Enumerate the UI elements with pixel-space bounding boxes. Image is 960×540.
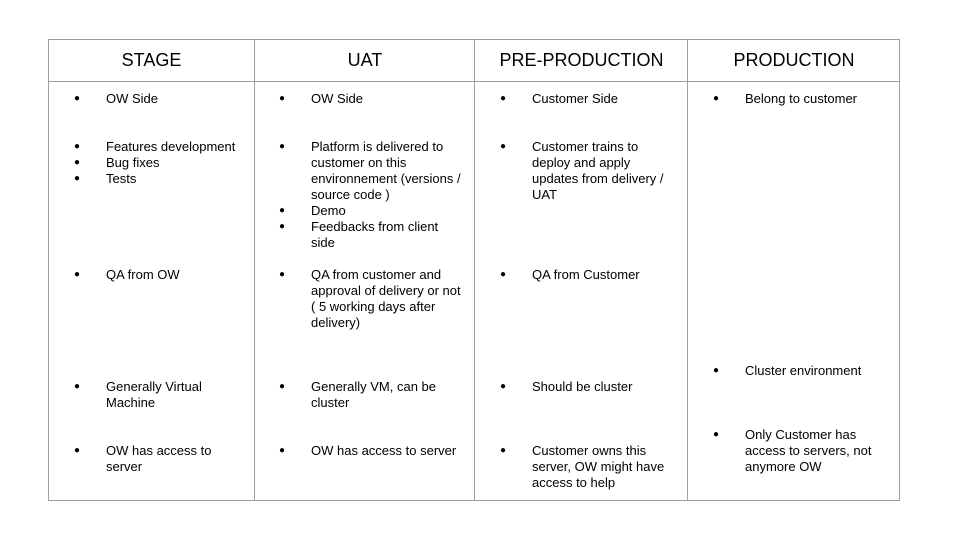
bullet-dot-icon: ● [279, 93, 286, 104]
bullet-item [500, 139, 664, 203]
bullet-item [500, 91, 618, 107]
bullet-item [74, 155, 160, 171]
bullet-text: Customer trains to deploy and apply updates from delivery / UAT [532, 139, 664, 202]
column-header: STAGE [49, 40, 254, 82]
bullet-item [500, 379, 633, 395]
bullet-item [279, 91, 364, 107]
bullet-item [500, 267, 640, 283]
column-uat [254, 40, 475, 500]
bullet-text: Bug fixes [106, 155, 160, 170]
bullet-dot-icon: ● [74, 381, 81, 392]
bullet-dot-icon: ● [74, 141, 81, 152]
bullet-dot-icon: ● [279, 221, 286, 232]
column-production [687, 40, 900, 500]
bullet-item [74, 379, 202, 411]
bullet-text: QA from OW [106, 267, 180, 282]
bullet-item [713, 91, 858, 107]
bullet-text: OW Side [106, 91, 159, 106]
bullet-dot-icon: ● [74, 269, 81, 280]
bullet-text: Belong to customer [745, 91, 858, 106]
bullet-text: Demo [311, 203, 346, 218]
bullet-dot-icon: ● [74, 445, 81, 456]
bullet-text: OW has access to server [106, 443, 212, 474]
bullet-item [74, 91, 159, 107]
bullet-text: Generally Virtual Machine [106, 379, 202, 410]
bullet-item [279, 379, 437, 411]
bullet-text: Tests [106, 171, 137, 186]
bullet-item [74, 443, 212, 475]
bullet-dot-icon: ● [279, 205, 286, 216]
bullet-item [279, 203, 346, 219]
bullet-item [279, 219, 439, 251]
bullet-dot-icon: ● [500, 141, 507, 152]
bullet-text: QA from customer and approval of delivery or not ( 5 working days after delivery) [311, 267, 461, 330]
bullet-dot-icon: ● [713, 93, 720, 104]
stage-comparison-table [48, 39, 900, 501]
bullet-dot-icon: ● [74, 157, 81, 168]
bullet-text: Cluster environment [745, 363, 862, 378]
bullet-dot-icon: ● [500, 93, 507, 104]
bullet-dot-icon: ● [500, 381, 507, 392]
bullet-dot-icon: ● [500, 269, 507, 280]
bullet-dot-icon: ● [74, 173, 81, 184]
bullet-dot-icon: ● [279, 381, 286, 392]
bullet-text: OW Side [311, 91, 364, 106]
bullet-text: OW has access to server [311, 443, 457, 458]
bullet-dot-icon: ● [279, 445, 286, 456]
bullet-text: Generally VM, can be cluster [311, 379, 437, 410]
bullet-item [279, 139, 461, 203]
bullet-dot-icon: ● [74, 93, 81, 104]
bullet-item [74, 139, 236, 155]
bullet-item [713, 363, 862, 379]
bullet-dot-icon: ● [279, 141, 286, 152]
bullet-text: Features development [106, 139, 236, 154]
bullet-dot-icon: ● [713, 365, 720, 376]
column-header: PRE-PRODUCTION [475, 40, 688, 82]
bullet-text: Only Customer has access to servers, not anymore OW [745, 427, 872, 474]
bullet-text: Customer Side [532, 91, 618, 106]
bullet-item [279, 267, 461, 331]
bullet-item [713, 427, 872, 475]
bullet-text: Should be cluster [532, 379, 633, 394]
bullet-item [74, 267, 180, 283]
column-header: UAT [255, 40, 475, 82]
bullet-item [279, 443, 457, 459]
column-pre-production [474, 40, 688, 500]
bullet-item [500, 443, 665, 491]
column-header: PRODUCTION [688, 40, 900, 82]
bullet-text: Customer owns this server, OW might have access to help [532, 443, 665, 490]
bullet-text: Feedbacks from client side [311, 219, 439, 250]
bullet-dot-icon: ● [279, 269, 286, 280]
bullet-item [74, 171, 137, 187]
bullet-text: Platform is delivered to customer on this environnement (versions / source code ) [311, 139, 461, 202]
bullet-text: QA from Customer [532, 267, 640, 282]
column-stage [49, 40, 254, 500]
bullet-dot-icon: ● [713, 429, 720, 440]
bullet-dot-icon: ● [500, 445, 507, 456]
